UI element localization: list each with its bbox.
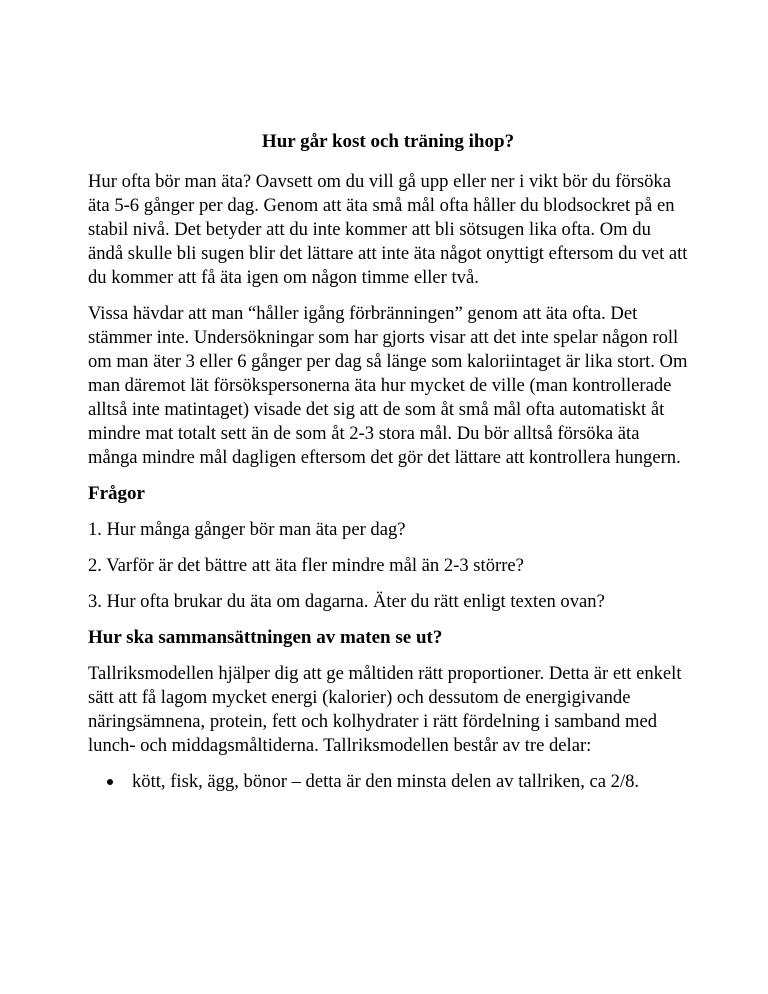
- question-1: 1. Hur många gånger bör man äta per dag?: [88, 519, 406, 540]
- list-item-text: kött, fisk, ägg, bönor – detta är den minsta delen av tallriken, ca 2/8.: [132, 771, 640, 792]
- question-3: 3. Hur ofta brukar du äta om dagarna. Äter du rätt enligt texten ovan?: [88, 591, 605, 612]
- intro-paragraph: Hur ofta bör man äta? Oavsett om du vill gå upp eller ner i vikt bör du försöka äta 5-6 gånger per dag. Genom att äta små mål ofta håller du blodsockret på en stabil nivå. Det betyder att du inte kommer att bli sötsugen lika ofta. Om du ändå skulle bli sugen blir det lättare att inte äta något onyttigt eftersom du vet att du kommer att få äta igen om någon timme eller två.: [88, 171, 688, 288]
- plate-model-paragraph: Tallriksmodellen hjälper dig att ge måltiden rätt proportioner. Detta är ett enkelt sätt att få lagom mycket energi (kalorier) och dessutom de energigivande näringsämnena, protein, fett och kolhydrater i rätt fördelning i samband med lunch- och middagsmåltiderna. Tallriksmodellen består av tre delar:: [88, 663, 682, 756]
- second-paragraph: Vissa hävdar att man “håller igång förbränningen” genom att äta ofta. Det stämmer inte. Undersökningar som har gjorts visar att det inte spelar någon roll om man äter 3 eller 6 gånger per dag så länge som kaloriintaget är lika stort. Om man däremot lät försökspersonerna äta hur mycket de ville (man kontrollerade alltså inte matintaget) visade det sig att de som åt små mål ofta automatiskt åt mindre mat totalt sett än de som åt 2-3 stora mål. Du bör alltså försöka äta många mindre mål dagligen eftersom det gör det lättare att kontrollera hungern.: [88, 303, 688, 468]
- list-item: [132, 770, 688, 794]
- question-2: 2. Varför är det bättre att äta fler mindre mål än 2-3 större?: [88, 555, 524, 576]
- document-title: Hur går kost och träning ihop?: [261, 131, 515, 152]
- bullet-icon: [107, 779, 113, 785]
- section-heading: Hur ska sammansättningen av maten se ut?: [88, 627, 443, 648]
- document-body: [88, 130, 688, 794]
- plate-model-list: [88, 770, 688, 794]
- questions-heading: Frågor: [88, 483, 145, 504]
